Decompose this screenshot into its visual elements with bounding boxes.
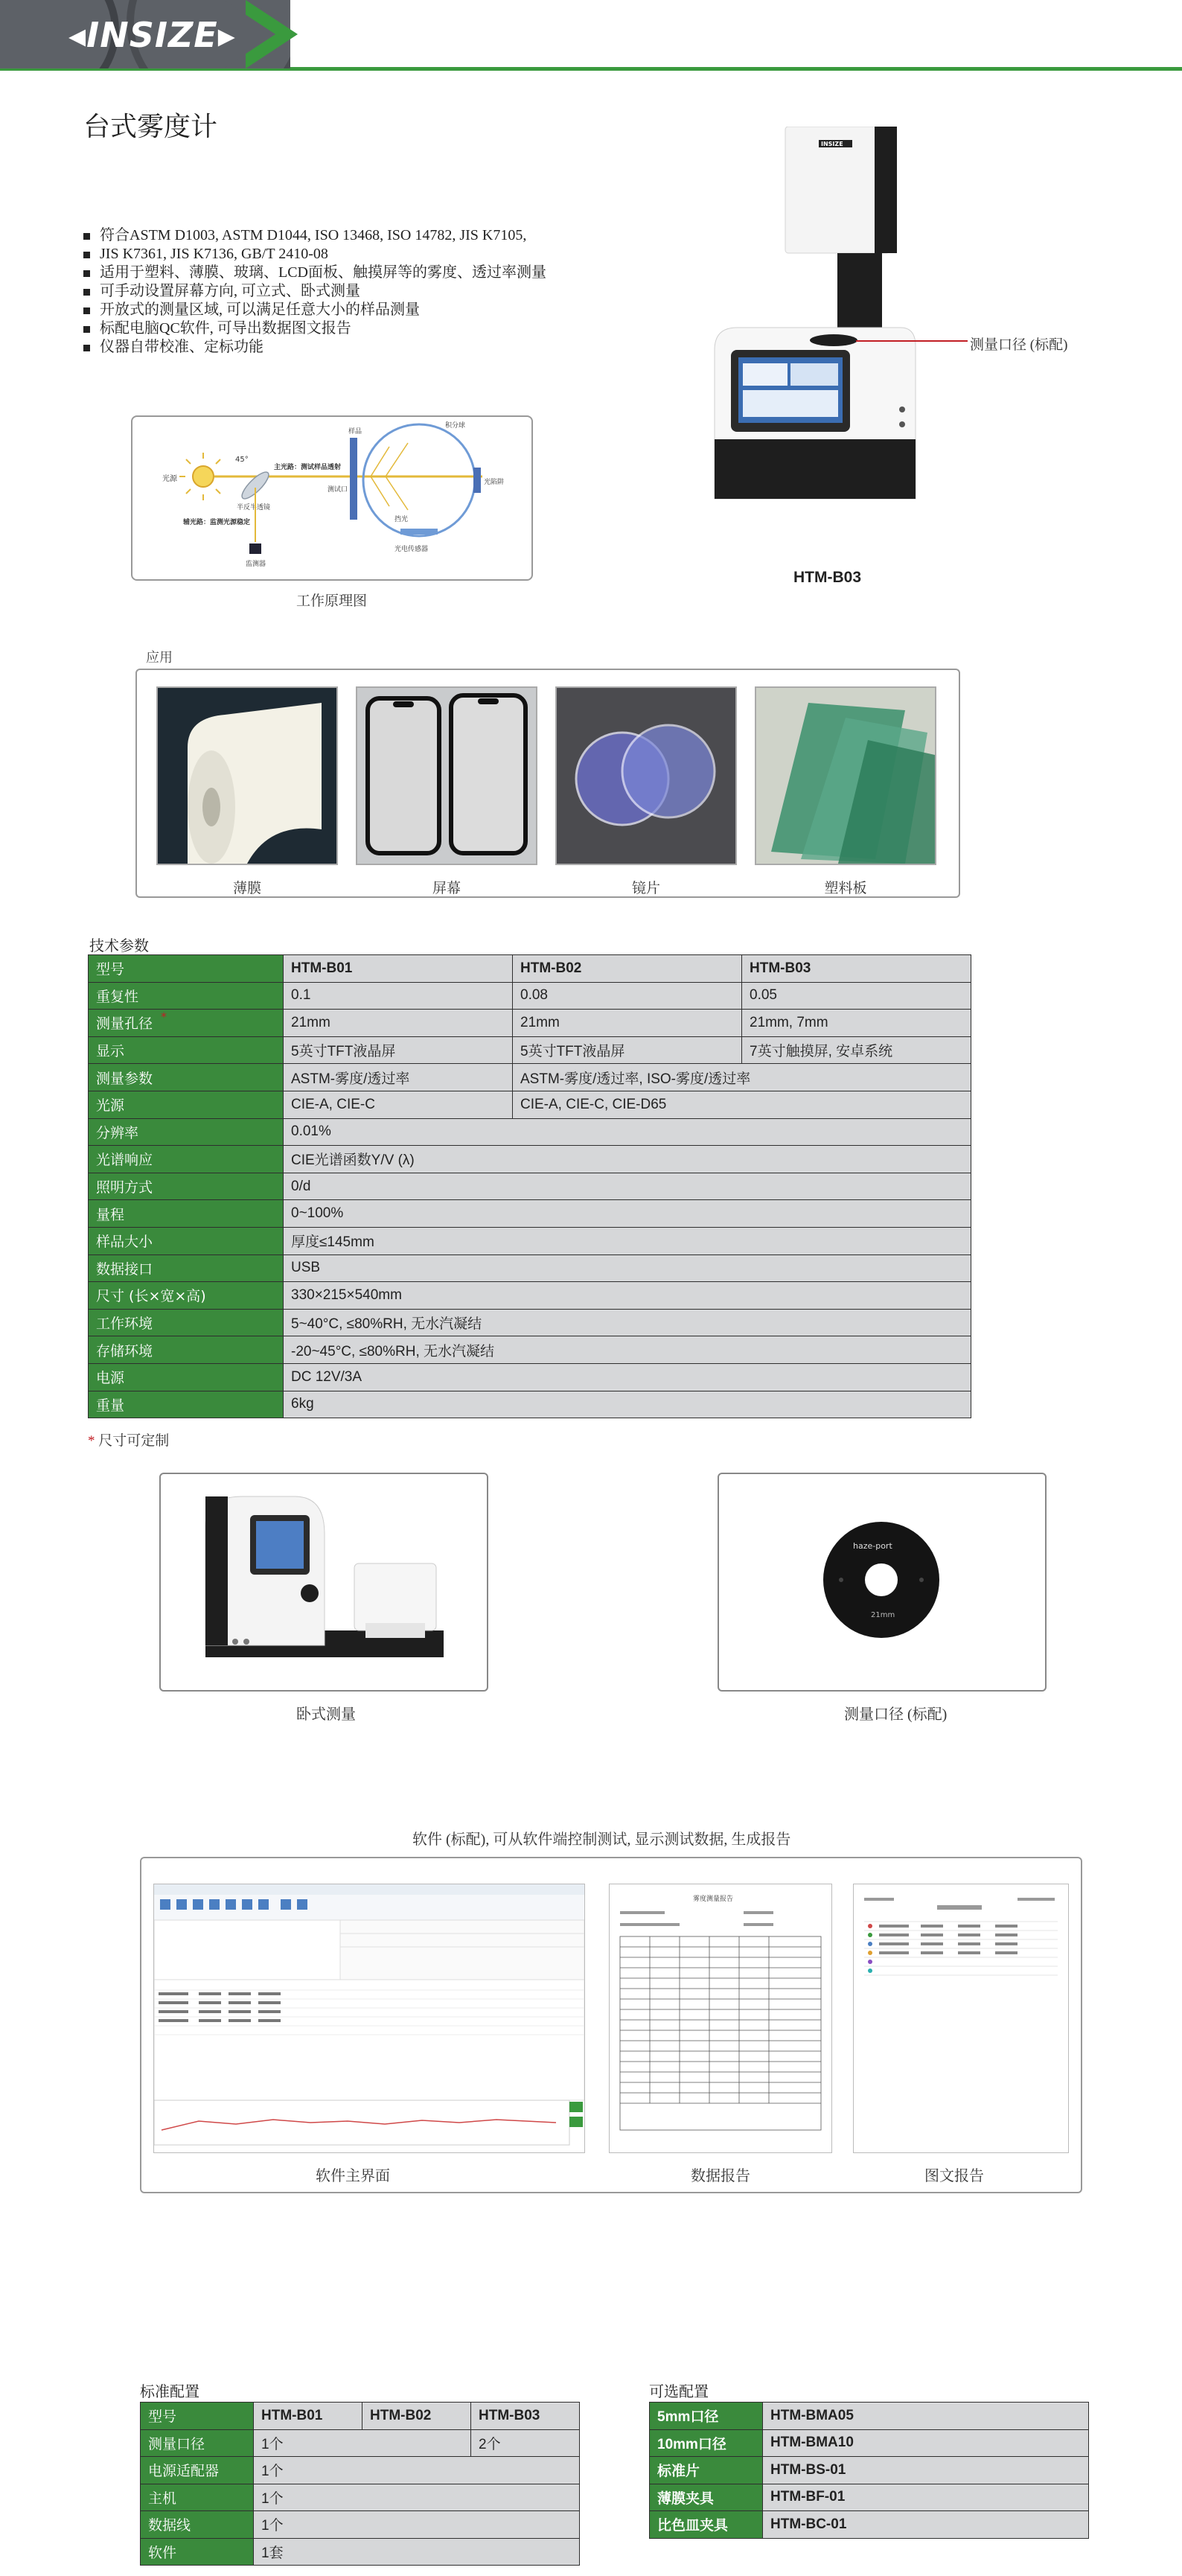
spec-row	[89, 1173, 971, 1200]
software-caption-data: 数据报告	[691, 2168, 750, 2184]
port-hole	[865, 1563, 898, 1596]
spec-cell: 21mm	[513, 1010, 742, 1037]
spec-label: 型号	[89, 955, 284, 983]
config-row	[141, 2457, 580, 2484]
app-caption: 薄膜	[232, 881, 261, 896]
software-caption-main: 软件主界面	[316, 2168, 390, 2184]
spec-cell: USB	[284, 1254, 971, 1282]
spec-label: 工作环境	[89, 1309, 284, 1336]
port-engraving: haze-port	[853, 1541, 892, 1551]
spec-cell: 0/d	[284, 1173, 971, 1200]
spec-row	[89, 1282, 971, 1310]
app-image-plastic	[755, 686, 936, 865]
logo-text: INSIZE	[86, 15, 218, 55]
optional-config-table	[649, 2402, 1089, 2539]
option-value: HTM-BC-01	[763, 2511, 1089, 2539]
config-row	[141, 2484, 580, 2511]
app-image-lens	[555, 686, 737, 865]
report-title: 雾度测量报告	[693, 1896, 734, 1903]
spec-label: 重量	[89, 1391, 284, 1418]
sample-plate-icon	[350, 438, 357, 520]
label-aux-path: 辅光路：监测光源稳定	[183, 519, 251, 526]
port-code: 21mm	[871, 1611, 895, 1619]
spec-table	[88, 954, 971, 1418]
label-light-source: 光源	[162, 475, 177, 483]
spec-label: 测量孔径	[89, 1010, 284, 1037]
product-photo-svg	[707, 127, 930, 529]
config-cell: 2个	[471, 2429, 580, 2457]
config-label: 主机	[141, 2484, 254, 2511]
config-cell: 1个	[254, 2457, 580, 2484]
applications-panel	[135, 669, 960, 898]
spec-row	[89, 1309, 971, 1336]
integrating-sphere-icon	[363, 424, 475, 536]
spec-label: 光源	[89, 1091, 284, 1118]
spec-label: 量程	[89, 1200, 284, 1228]
spec-row	[89, 1227, 971, 1254]
spec-cell: 5英寸TFT液晶屏	[284, 1036, 513, 1064]
software-caption-graphic: 图文报告	[924, 2168, 984, 2184]
spec-row	[89, 1254, 971, 1282]
spec-cell: 21mm, 7mm	[742, 1010, 971, 1037]
photo-port	[718, 1473, 1047, 1692]
option-value: HTM-BMA10	[763, 2429, 1089, 2457]
note-text: 尺寸可定制	[95, 1433, 170, 1449]
option-row	[650, 2403, 1089, 2430]
label-half-mirror: 半反半透镜	[237, 504, 271, 511]
option-label: 5mm口径	[650, 2403, 763, 2430]
config-row	[141, 2538, 580, 2566]
label-main-path: 主光路：测试样品透射	[274, 464, 342, 471]
spec-cell: -20~45°C, ≤80%RH, 无水汽凝结	[284, 1336, 971, 1364]
spec-label: 存储环境	[89, 1336, 284, 1364]
config-label: 型号	[141, 2403, 254, 2430]
spec-label: 数据接口	[89, 1254, 284, 1282]
spec-label: 样品大小	[89, 1227, 284, 1254]
note-star: *	[88, 1433, 95, 1449]
software-graphic-report	[853, 1884, 1069, 2153]
spec-cell: 7英寸触摸屏, 安卓系统	[742, 1036, 971, 1064]
principle-caption: 工作原理图	[296, 593, 368, 609]
spec-row	[89, 1036, 971, 1064]
spec-label: 光谱响应	[89, 1146, 284, 1173]
label-receiver: 光电传感器	[394, 546, 429, 553]
software-caption: 软件 (标配), 可从软件端控制测试, 显示测试数据, 生成报告	[412, 1831, 791, 1848]
config-row	[141, 2511, 580, 2539]
monitor-icon	[249, 543, 261, 554]
logo-arrow-left-icon: ◂	[68, 15, 87, 55]
software-data-report	[609, 1884, 832, 2153]
spec-cell: 0.05	[742, 982, 971, 1010]
spec-row	[89, 982, 971, 1010]
spec-cell: 6kg	[284, 1391, 971, 1418]
option-value: HTM-BF-01	[763, 2484, 1089, 2511]
callout-line	[856, 340, 968, 342]
device-brand: INSIZE	[821, 141, 843, 147]
option-value: HTM-BS-01	[763, 2457, 1089, 2484]
product-model: HTM-B03	[793, 569, 862, 586]
feature-item: 适用于塑料、薄膜、玻璃、LCD面板、触摸屏等的雾度、透过率测量	[83, 264, 604, 282]
feature-list	[83, 226, 604, 357]
spec-cell: 0.1	[284, 982, 513, 1010]
label-port: 测试口	[328, 486, 348, 494]
app-caption: 屏幕	[432, 881, 461, 896]
software-main-screenshot	[153, 1884, 585, 2153]
label-sphere: 积分球	[445, 422, 466, 430]
principle-diagram-svg	[132, 417, 531, 579]
spec-row	[89, 1064, 971, 1091]
spec-cell: 5~40°C, ≤80%RH, 无水汽凝结	[284, 1309, 971, 1336]
config-row	[141, 2403, 580, 2430]
spec-row	[89, 1200, 971, 1228]
spec-row	[89, 1363, 971, 1391]
spec-note	[88, 1429, 169, 1450]
label-baffle: 挡光	[394, 516, 409, 523]
spec-cell: CIE光谱函数Y/V (λ)	[284, 1146, 971, 1173]
feature-item: JIS K7361, JIS K7136, GB/T 2410-08	[83, 245, 604, 264]
option-label: 薄膜夹具	[650, 2484, 763, 2511]
product-photo	[707, 127, 930, 529]
spec-label: 显示	[89, 1036, 284, 1064]
standard-config-table	[140, 2402, 580, 2566]
spec-cell: 21mm	[284, 1010, 513, 1037]
applications-label: 应用	[146, 650, 173, 665]
spec-cell: 厚度≤145mm	[284, 1227, 971, 1254]
option-row	[650, 2511, 1089, 2539]
receiver-icon	[400, 529, 438, 535]
feature-item: 开放式的测量区域, 可以满足任意大小的样品测量	[83, 301, 604, 319]
spec-cell: CIE-A, CIE-C, CIE-D65	[513, 1091, 971, 1118]
spec-row	[89, 1146, 971, 1173]
spec-cell: 330×215×540mm	[284, 1282, 971, 1310]
spec-cell: HTM-B01	[284, 955, 513, 983]
app-image-screen	[356, 686, 537, 865]
config-cell: 1套	[254, 2538, 580, 2566]
spec-title: 技术参数	[89, 937, 149, 954]
spec-cell: 0.01%	[284, 1118, 971, 1146]
spec-cell: ASTM-雾度/透过率	[284, 1064, 513, 1091]
photo-caption-port: 测量口径 (标配)	[844, 1706, 948, 1723]
config-label: 数据线	[141, 2511, 254, 2539]
spec-cell: 5英寸TFT液晶屏	[513, 1036, 742, 1064]
feature-item: 可手动设置屏幕方向, 可立式、卧式测量	[83, 282, 604, 301]
page-title: 台式雾度计	[83, 112, 218, 142]
config-cell: HTM-B02	[362, 2403, 471, 2430]
spec-row	[89, 1336, 971, 1364]
label-angle: 45°	[235, 456, 249, 464]
photo-caption-horizontal: 卧式测量	[296, 1706, 356, 1723]
customizable-star-icon: *	[161, 1010, 167, 1024]
config-cell: HTM-B01	[254, 2403, 362, 2430]
option-row	[650, 2429, 1089, 2457]
photo-callout: 测量口径 (标配)	[970, 337, 1068, 353]
option-row	[650, 2484, 1089, 2511]
spec-cell: CIE-A, CIE-C	[284, 1091, 513, 1118]
page-header	[0, 0, 1182, 71]
brand-logo[interactable]	[68, 15, 236, 55]
spec-row	[89, 1391, 971, 1418]
option-label: 比色皿夹具	[650, 2511, 763, 2539]
spec-row	[89, 1010, 971, 1037]
logo-arrow-right-icon: ▸	[217, 15, 236, 55]
photo-horizontal	[159, 1473, 488, 1692]
spec-label: 电源	[89, 1363, 284, 1391]
config-label: 测量口径	[141, 2429, 254, 2457]
spec-cell: HTM-B03	[742, 955, 971, 983]
spec-row	[89, 1118, 971, 1146]
header-rule	[290, 67, 1182, 71]
app-image-film	[156, 686, 338, 865]
spec-label: 重复性	[89, 982, 284, 1010]
spec-label: 分辨率	[89, 1118, 284, 1146]
spec-cell: 0~100%	[284, 1200, 971, 1228]
principle-diagram	[131, 415, 533, 581]
app-caption: 塑料板	[824, 881, 867, 896]
software-panel	[140, 1857, 1082, 2193]
spec-row-model	[89, 955, 971, 983]
header-rule-left	[0, 68, 298, 71]
optional-config-title: 可选配置	[649, 2382, 709, 2400]
spec-label: 尺寸 (长×宽×高)	[89, 1282, 284, 1310]
spec-row	[89, 1091, 971, 1118]
spec-cell: HTM-B02	[513, 955, 742, 983]
app-caption: 镜片	[631, 881, 660, 896]
option-label: 10mm口径	[650, 2429, 763, 2457]
spec-label: 照明方式	[89, 1173, 284, 1200]
option-label: 标准片	[650, 2457, 763, 2484]
label-sample: 样品	[348, 428, 362, 436]
spec-label: 测量参数	[89, 1064, 284, 1091]
config-cell: 1个	[254, 2511, 580, 2539]
config-cell: 1个	[254, 2429, 471, 2457]
config-cell: 1个	[254, 2484, 580, 2511]
feature-item: 仪器自带校准、定标功能	[83, 338, 604, 357]
feature-item: 标配电脑QC软件, 可导出数据图文报告	[83, 319, 604, 338]
measuring-port	[810, 334, 857, 346]
config-label: 软件	[141, 2538, 254, 2566]
feature-item: 符合ASTM D1003, ASTM D1044, ISO 13468, ISO 14782, JIS K7105,	[83, 226, 604, 245]
spec-cell: 0.08	[513, 982, 742, 1010]
label-trap: 光陷阱	[484, 479, 505, 486]
option-row	[650, 2457, 1089, 2484]
standard-config-title: 标准配置	[140, 2382, 199, 2400]
spec-cell: DC 12V/3A	[284, 1363, 971, 1391]
label-monitor: 监测器	[246, 561, 266, 568]
light-trap-icon	[473, 468, 481, 493]
light-source-icon	[193, 466, 214, 487]
spec-cell: ASTM-雾度/透过率, ISO-雾度/透过率	[513, 1064, 971, 1091]
config-label: 电源适配器	[141, 2457, 254, 2484]
config-row	[141, 2429, 580, 2457]
option-value: HTM-BMA05	[763, 2403, 1089, 2430]
config-cell: HTM-B03	[471, 2403, 580, 2430]
